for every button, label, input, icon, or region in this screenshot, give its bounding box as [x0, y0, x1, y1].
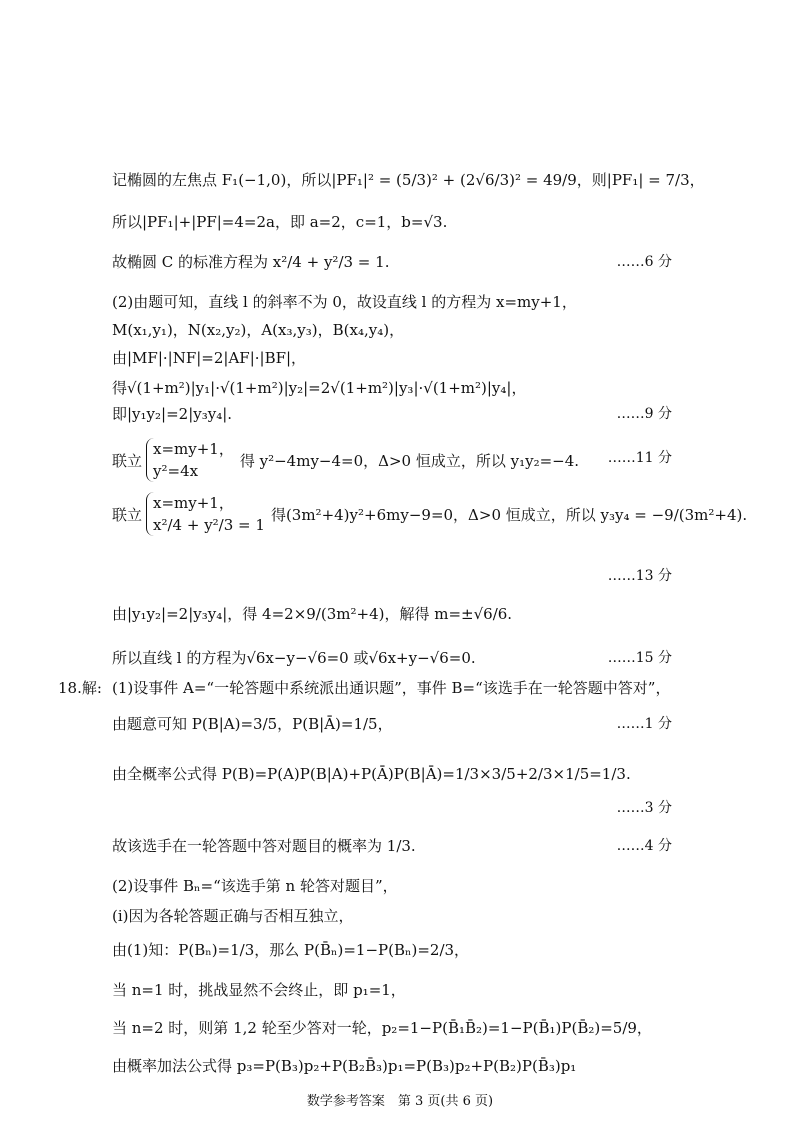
- brace: [146, 438, 234, 482]
- text-line-solve-m: 由|y₁y₂|=2|y₃y₄|，得 4=2×9/(3m²+4)，解得 m=±√6/6.: [112, 605, 513, 623]
- text-line-ellipse-equation: 故椭圆 C 的标准方程为 x²/4 + y²/3 = 1.: [112, 253, 390, 271]
- system-row: x²/4 + y²/3 = 1: [153, 516, 265, 534]
- system-equations-2: [112, 492, 747, 536]
- system-equations-1: [112, 438, 579, 482]
- score-mark: ……13 分: [607, 568, 672, 584]
- text-line-part2: (2)由题可知，直线 l 的斜率不为 0，故设直线 l 的方程为 x=my+1，: [112, 293, 577, 311]
- text-line-event-bn: (2)设事件 Bₙ=“该选手第 n 轮答对题目”，: [112, 877, 398, 895]
- score-mark: ……15 分: [607, 650, 672, 666]
- text-line-sum: 所以|PF₁|+|PF|=4=2a，即 a=2，c=1，b=√3.: [112, 213, 448, 231]
- text-line-event-def: (1)设事件 A=“一轮答题中系统派出通识题”，事件 B=“该选手在一轮答题中答对”，: [112, 679, 671, 697]
- score-mark: ……6 分: [616, 254, 672, 270]
- system-result: 得 y²−4my−4=0，Δ>0 恒成立，所以 y₁y₂=−4.: [239, 451, 580, 470]
- question-number: 18.解:: [58, 679, 102, 697]
- text-line-focus: 记椭圆的左焦点 F₁(−1,0)，所以|PF₁|² = (5/3)² + (2√6/3)² = 49/9，则|PF₁| = 7/3，: [112, 171, 705, 189]
- system-row: y²=4x: [153, 462, 199, 480]
- text-line-line-equation: 所以直线 l 的方程为√6x−y−√6=0 或√6x+y−√6=0.: [112, 649, 476, 667]
- system-prefix: 联立: [112, 505, 143, 524]
- system-prefix: 联立: [112, 451, 143, 470]
- system-row: x=my+1，: [153, 440, 234, 458]
- score-mark: ……11 分: [607, 450, 672, 466]
- text-line-probability-result: 故该选手在一轮答题中答对题目的概率为 1/3.: [112, 837, 416, 855]
- system-result: 得(3m²+4)y²+6my−9=0，Δ>0 恒成立，所以 y₃y₄ = −9/(3m²+4).: [270, 505, 748, 524]
- system-row: x=my+1，: [153, 494, 234, 512]
- text-line-condition: 由|MF|·|NF|=2|AF|·|BF|，: [112, 349, 307, 367]
- text-line-total-probability: 由全概率公式得 P(B)=P(A)P(B|A)+P(Ā)P(B|Ā)=1/3×3/5+2/3×1/5=1/3.: [112, 765, 631, 783]
- text-line-p3: 由概率加法公式得 p₃=P(B₃)p₂+P(B₂B̄₃)p₁=P(B₃)p₂+P(B₂)P(B̄₃)p₁: [112, 1057, 577, 1075]
- brace: [146, 492, 265, 536]
- score-mark: ……9 分: [616, 406, 672, 422]
- score-mark: ……4 分: [616, 838, 672, 854]
- text-line-pbn: 由(1)知：P(Bₙ)=1/3，那么 P(B̄ₙ)=1−P(Bₙ)=2/3，: [112, 941, 470, 959]
- text-line-ratio: 即|y₁y₂|=2|y₃y₄|.: [112, 405, 233, 423]
- score-mark: ……1 分: [616, 716, 672, 732]
- text-line-sqrt: 得√(1+m²)|y₁|·√(1+m²)|y₂|=2√(1+m²)|y₃|·√(1+m²)|y₄|，: [112, 379, 527, 397]
- text-line-independence: (i)因为各轮答题正确与否相互独立，: [112, 907, 354, 925]
- text-line-p1: 当 n=1 时，挑战显然不会终止，即 p₁=1，: [112, 981, 406, 999]
- text-line-conditional: 由题意可知 P(B|A)=3/5，P(B|Ā)=1/5，: [112, 715, 393, 733]
- score-mark: ……3 分: [616, 800, 672, 816]
- text-line-p2: 当 n=2 时，则第 1,2 轮至少答对一轮，p₂=1−P(B̄₁B̄₂)=1−P(B̄₁)P(B̄₂)=5/9，: [112, 1019, 652, 1037]
- page-footer: 数学参考答案 第 3 页(共 6 页): [306, 1094, 494, 1109]
- text-line-points: M(x₁,y₁)，N(x₂,y₂)，A(x₃,y₃)，B(x₄,y₄)，: [112, 321, 405, 339]
